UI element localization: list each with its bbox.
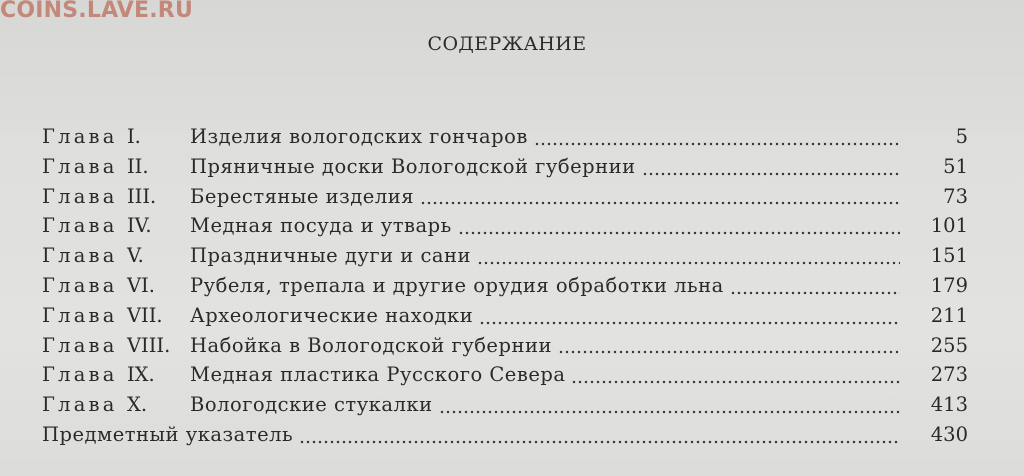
toc-row-chapter-4 bbox=[42, 211, 968, 241]
chapter-title: Пряничные доски Вологодской губернии bbox=[190, 154, 636, 178]
page-number: 273 bbox=[930, 363, 968, 387]
chapter-title: Берестяные изделия bbox=[190, 184, 415, 208]
leader-dots bbox=[642, 171, 900, 177]
chapter-label: Глава II. bbox=[42, 154, 149, 178]
toc-row-chapter-10 bbox=[42, 390, 968, 420]
chapter-title: Праздничные дуги и сани bbox=[190, 244, 472, 268]
toc-row-chapter-7 bbox=[42, 301, 968, 331]
chapter-title: Изделия вологодских гончаров bbox=[190, 125, 528, 148]
table-of-contents bbox=[42, 122, 968, 450]
page-number: 73 bbox=[943, 184, 968, 208]
leader-dots bbox=[730, 290, 900, 296]
chapter-title: Набойка в Вологодской губернии bbox=[190, 333, 552, 357]
page-number: 430 bbox=[930, 422, 968, 446]
chapter-label: Глава VII. bbox=[42, 303, 163, 327]
chapter-title: Медная пластика Русского Севера bbox=[190, 363, 566, 387]
toc-row-chapter-9 bbox=[42, 360, 968, 390]
leader-dots bbox=[479, 320, 900, 326]
chapter-label: Глава IX. bbox=[42, 363, 155, 387]
index-title: Предметный указатель bbox=[42, 422, 294, 446]
leader-dots bbox=[299, 439, 900, 445]
toc-row-chapter-2 bbox=[42, 152, 968, 182]
chapter-label: Глава III. bbox=[42, 184, 157, 208]
page-number: 255 bbox=[930, 333, 968, 357]
page-number: 151 bbox=[930, 244, 968, 268]
toc-row-chapter-5 bbox=[42, 241, 968, 271]
toc-row-chapter-3 bbox=[42, 182, 968, 212]
toc-row-chapter-6 bbox=[42, 271, 968, 301]
toc-row-subject-index bbox=[42, 420, 968, 450]
chapter-title: Рубеля, трепала и другие орудия обработки льна bbox=[190, 273, 724, 297]
chapter-title: Медная посуда и утварь bbox=[190, 214, 452, 238]
chapter-label: Глава I. bbox=[42, 125, 141, 148]
leader-dots bbox=[477, 260, 900, 266]
leader-dots bbox=[571, 379, 900, 385]
leader-dots bbox=[558, 349, 900, 355]
page-number: 51 bbox=[943, 154, 968, 178]
watermark-logo: COINS.LAVE.RU bbox=[0, 0, 194, 23]
toc-row-chapter-1 bbox=[42, 122, 968, 152]
page-number: 179 bbox=[930, 273, 968, 297]
toc-row-chapter-8 bbox=[42, 331, 968, 361]
leader-dots bbox=[534, 141, 900, 147]
page-number: 5 bbox=[955, 125, 968, 148]
page-number: 413 bbox=[930, 393, 968, 417]
page-number: 101 bbox=[930, 214, 968, 238]
chapter-label: Глава IV. bbox=[42, 214, 152, 238]
chapter-label: Глава VI. bbox=[42, 273, 155, 297]
page-title: СОДЕРЖАНИЕ bbox=[427, 33, 587, 55]
leader-dots bbox=[458, 230, 900, 236]
leader-dots bbox=[439, 409, 900, 415]
page-number: 211 bbox=[930, 303, 968, 327]
chapter-label: Глава VIII. bbox=[42, 333, 171, 357]
chapter-label: Глава V. bbox=[42, 244, 144, 268]
leader-dots bbox=[420, 200, 900, 206]
chapter-title: Вологодские стукалки bbox=[190, 393, 433, 417]
chapter-title: Археологические находки bbox=[190, 303, 474, 327]
chapter-label: Глава X. bbox=[42, 393, 148, 417]
